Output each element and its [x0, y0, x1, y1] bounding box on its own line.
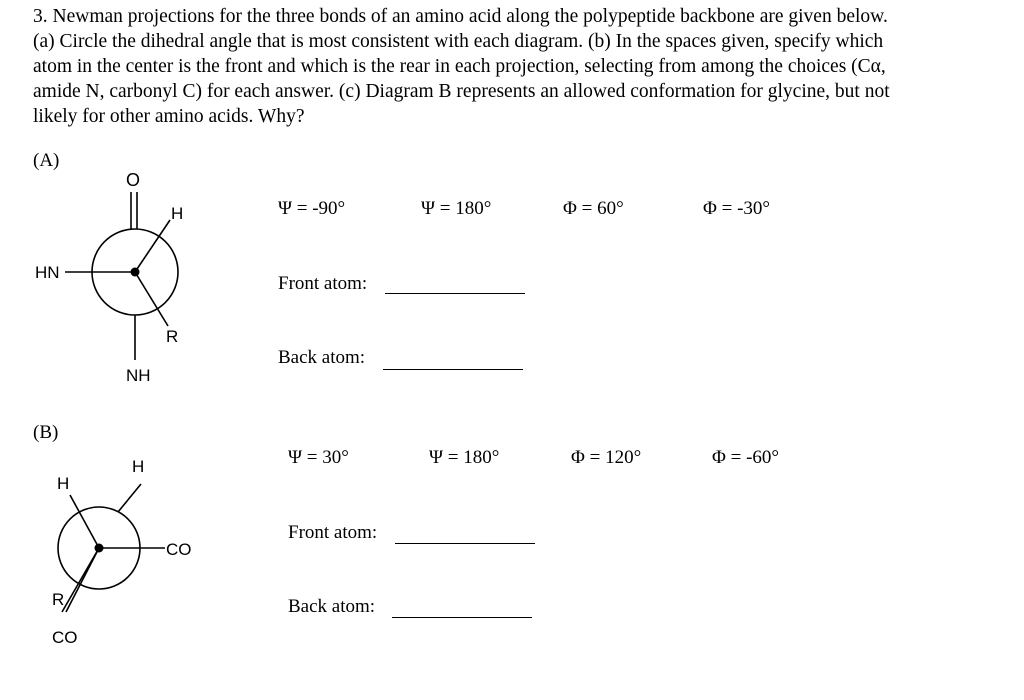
atom-b-bottom: CO: [52, 628, 78, 647]
question-line: atom in the center is the front and which is the rear in each projection, selecting from among the choices (Cα,: [33, 56, 886, 77]
angle-choice-b-3[interactable]: Φ = 120°: [571, 447, 642, 468]
center-dot-b: [95, 544, 104, 553]
angle-choice-a-2[interactable]: Ψ = 180°: [421, 198, 492, 219]
front-atom-blank-b[interactable]: [395, 543, 535, 544]
angle-choice-a-1[interactable]: Ψ = -90°: [278, 198, 346, 219]
angle-choice-b-2[interactable]: Ψ = 180°: [429, 447, 500, 468]
question-line: (a) Circle the dihedral angle that is most consistent with each diagram. (b) In the spaces given, specify which: [33, 31, 884, 52]
angle-choice-a-4[interactable]: Φ = -30°: [703, 198, 771, 219]
atom-b-lower-left: R: [52, 590, 65, 609]
front-atom-label-b: Front atom:: [288, 522, 378, 543]
front-atom-label-a: Front atom:: [278, 273, 368, 294]
back-atom-blank-b[interactable]: [392, 617, 532, 618]
newman-projection-b: [58, 484, 165, 612]
atom-a-left: HN: [35, 263, 60, 282]
center-dot-a: [131, 268, 140, 277]
newman-projection-a: [65, 192, 178, 360]
front-atom-blank-a[interactable]: [385, 293, 525, 294]
back-atom-label-b: Back atom:: [288, 596, 376, 617]
section-a-label: (A): [33, 150, 60, 171]
atom-a-lower-right: R: [166, 327, 179, 346]
atom-b-right: CO: [166, 540, 192, 559]
atom-b-upper-left: H: [57, 474, 70, 493]
back-atom-label-a: Back atom:: [278, 347, 366, 368]
angle-choice-a-3[interactable]: Φ = 60°: [563, 198, 624, 219]
angle-choice-b-4[interactable]: Φ = -60°: [712, 447, 780, 468]
atom-a-top: O: [126, 170, 141, 190]
atom-b-top: H: [132, 457, 145, 476]
section-b-label: (B): [33, 422, 59, 443]
atom-a-upper-right: H: [171, 204, 184, 223]
atom-a-bottom: NH: [126, 366, 151, 385]
angle-choice-b-1[interactable]: Ψ = 30°: [288, 447, 349, 468]
back-atom-blank-a[interactable]: [383, 369, 523, 370]
question-line: 3. Newman projections for the three bonds of an amino acid along the polypeptide backbone are given below.: [33, 6, 888, 27]
question-line: amide N, carbonyl C) for each answer. (c) Diagram B represents an allowed conformation for glycine, but not: [33, 81, 890, 102]
question-line: likely for other amino acids. Why?: [33, 106, 305, 127]
